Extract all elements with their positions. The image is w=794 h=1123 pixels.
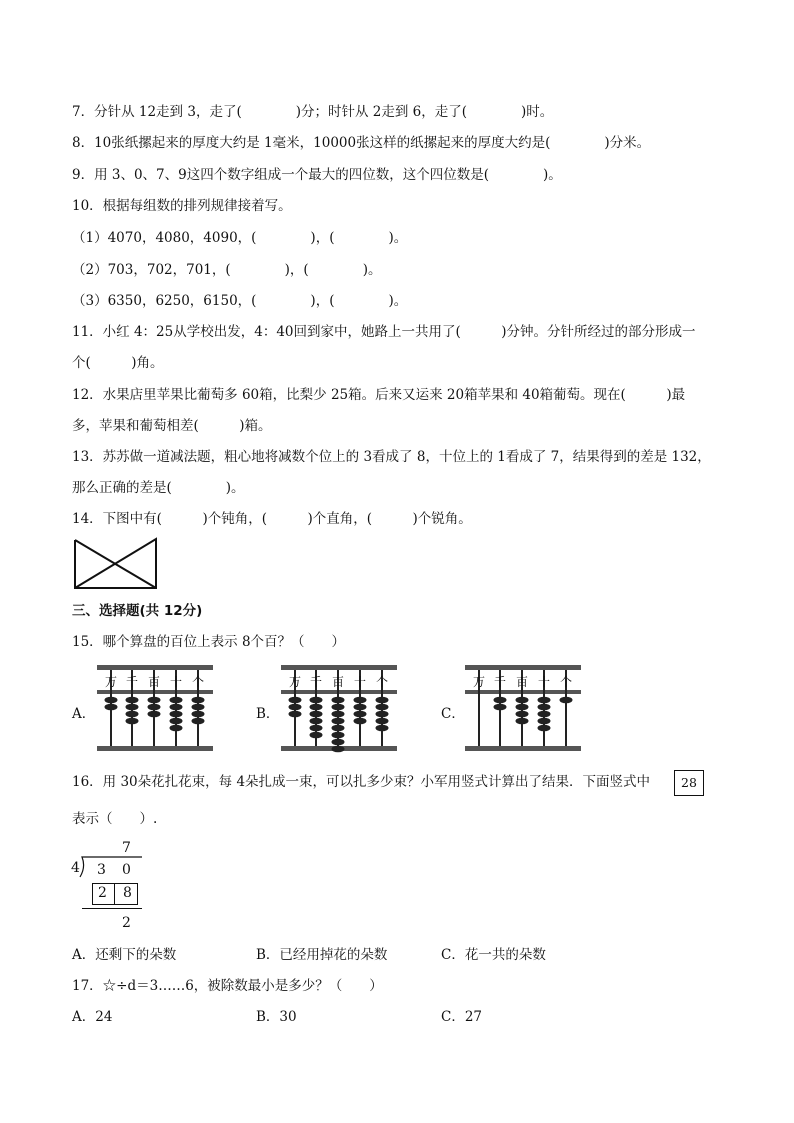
question-10-part-2: （2）703，702，701，( )，( )。	[72, 262, 382, 278]
question-13-line-2: 那么正确的差是( )。	[72, 480, 245, 496]
abacus-rod-label: 十	[353, 675, 367, 689]
abacus-bead	[516, 711, 529, 718]
division-line	[82, 908, 142, 909]
abacus-bead	[192, 697, 205, 704]
q16-option-c: C．花一共的朵数	[441, 947, 546, 963]
abacus-rod-label: 个	[191, 675, 205, 689]
abacus-bead	[332, 739, 345, 746]
question-16-line-1: 16．用 30朵花扎花束，每 4朵扎成一束，可以扎多少束？小军用竖式计算出了结果．下面竖式中	[72, 774, 651, 790]
question-11-line-2: 个( )角。	[72, 355, 164, 371]
abacus-rod-label: 万	[288, 675, 302, 689]
abacus-b	[281, 662, 397, 754]
abacus-bead	[376, 697, 389, 704]
dividend-digit-1: 3	[97, 862, 106, 878]
question-11-line-1: 11．小红 4：25从学校出发，4：40回到家中，她路上一共用了( )分钟。分针所经过的部分形成一	[72, 324, 696, 340]
question-10-part-1: （1）4070，4080，4090，( )，( )。	[72, 230, 408, 246]
abacus-bead	[126, 697, 139, 704]
abacus-bead	[494, 704, 507, 711]
abacus-rod-label: 个	[375, 675, 389, 689]
abacus-rod-label: 万	[472, 675, 486, 689]
abacus-bead	[376, 725, 389, 732]
question-16-line-2: 表示（ ）.	[72, 811, 158, 827]
abacus-bead	[332, 746, 345, 753]
abacus-a	[97, 662, 213, 754]
abacus-bead	[289, 704, 302, 711]
abacus-bead	[105, 704, 118, 711]
product-digit-2: 8	[123, 885, 132, 901]
abacus-bead	[310, 725, 323, 732]
abacus-bead	[538, 697, 551, 704]
abacus-bead	[289, 697, 302, 704]
q16-option-b: B．已经用掉花的朵数	[256, 947, 388, 963]
abacus-bead	[516, 718, 529, 725]
abacus-bead	[170, 697, 183, 704]
abacus-bead	[354, 697, 367, 704]
abacus-rod-label: 十	[169, 675, 183, 689]
product-box-divider	[114, 884, 115, 904]
q17-option-a: A．24	[72, 1009, 113, 1025]
abacus-rod-label: 百	[331, 675, 345, 689]
abacus-bead	[192, 711, 205, 718]
abacus-bead	[310, 697, 323, 704]
dividend-digit-2: 0	[122, 862, 131, 878]
abacus-bead	[538, 711, 551, 718]
abacus-bead	[310, 711, 323, 718]
abacus-bead	[332, 704, 345, 711]
abacus-bead	[310, 718, 323, 725]
abacus-bead	[354, 711, 367, 718]
abacus-bead	[148, 697, 161, 704]
abacus-bead	[516, 697, 529, 704]
abacus-bead	[560, 697, 573, 704]
abacus-bead	[376, 711, 389, 718]
question-13-line-1: 13．苏苏做一道减法题，粗心地将减数个位上的 3看成了 8，十位上的 1看成了 7，结果得到的差是 132，	[72, 449, 711, 465]
option-c-label: C．	[441, 706, 465, 722]
boxed-28: 28	[674, 770, 704, 796]
abacus-bead	[332, 718, 345, 725]
q17-option-b: B．30	[256, 1009, 297, 1025]
question-8: 8．10张纸摞起来的厚度大约是 1毫米，10000张这样的纸摞起来的厚度大约是( )分米。	[72, 135, 651, 151]
abacus-bead	[332, 697, 345, 704]
abacus-rod-label: 千	[125, 675, 139, 689]
abacus-bead	[354, 704, 367, 711]
abacus-bead	[538, 704, 551, 711]
q16-option-a: A．还剩下的朵数	[72, 947, 177, 963]
abacus-top-bar	[465, 665, 581, 670]
abacus-bead	[170, 704, 183, 711]
abacus-bead	[289, 711, 302, 718]
abacus-bead	[354, 718, 367, 725]
abacus-rod-label: 百	[515, 675, 529, 689]
question-9: 9．用 3、0、7、9这四个数字组成一个最大的四位数，这个四位数是( )。	[72, 167, 562, 183]
abacus-rod-label: 万	[104, 675, 118, 689]
abacus-rod-label: 千	[309, 675, 323, 689]
abacus-c	[465, 662, 581, 754]
product-box	[92, 883, 138, 905]
abacus-rod-label: 千	[493, 675, 507, 689]
abacus-bead	[376, 718, 389, 725]
abacus-bead	[494, 697, 507, 704]
abacus-bead	[126, 711, 139, 718]
abacus-bead	[170, 725, 183, 732]
abacus-bead	[105, 697, 118, 704]
product-digit-1: 2	[98, 885, 107, 901]
section-3-title: 三、选择题(共 12分)	[72, 603, 203, 619]
abacus-rod-label: 百	[147, 675, 161, 689]
question-10: 10．根据每组数的排列规律接着写。	[72, 198, 292, 214]
abacus-bead	[310, 732, 323, 739]
question-17: 17．☆÷d＝3……6，被除数最小是多少？（ ）	[72, 978, 383, 994]
abacus-bead	[192, 704, 205, 711]
option-a-label: A．	[72, 706, 96, 722]
abacus-bead	[148, 704, 161, 711]
question-14: 14．下图中有( )个钝角，( )个直角，( )个锐角。	[72, 511, 472, 527]
abacus-bottom-bar	[465, 746, 581, 751]
angle-figure	[72, 536, 162, 591]
division-quotient: 7	[122, 840, 131, 856]
abacus-bead	[170, 711, 183, 718]
abacus-rod-label: 个	[559, 675, 573, 689]
abacus-bead	[332, 732, 345, 739]
division-bracket	[78, 855, 144, 881]
abacus-bead	[332, 725, 345, 732]
abacus-rod-label: 十	[537, 675, 551, 689]
question-15: 15．哪个算盘的百位上表示 8个百？（ ）	[72, 634, 346, 650]
abacus-bead	[538, 718, 551, 725]
abacus-bead	[332, 711, 345, 718]
division-remainder: 2	[122, 915, 131, 931]
abacus-bead	[126, 718, 139, 725]
abacus-top-bar	[97, 665, 213, 670]
abacus-bead	[376, 704, 389, 711]
question-12-line-1: 12．水果店里苹果比葡萄多 60箱，比梨少 25箱。后来又运来 20箱苹果和 40箱葡萄。现在( )最	[72, 387, 686, 403]
abacus-bottom-bar	[97, 746, 213, 751]
division-divisor: 4	[71, 860, 80, 876]
long-division	[70, 838, 150, 934]
abacus-bead	[310, 704, 323, 711]
abacus-bead	[170, 718, 183, 725]
q17-option-c: C．27	[441, 1009, 483, 1025]
question-10-part-3: （3）6350，6250，6150，( )，( )。	[72, 293, 408, 309]
abacus-bead	[516, 704, 529, 711]
abacus-bead	[126, 704, 139, 711]
abacus-bead	[538, 725, 551, 732]
question-12-line-2: 多，苹果和葡萄相差( )箱。	[72, 418, 272, 434]
question-7: 7．分针从 12走到 3，走了( )分；时针从 2走到 6，走了( )时。	[72, 104, 554, 120]
abacus-top-bar	[281, 665, 397, 670]
abacus-bead	[192, 718, 205, 725]
option-b-label: B．	[256, 706, 280, 722]
abacus-bead	[148, 711, 161, 718]
